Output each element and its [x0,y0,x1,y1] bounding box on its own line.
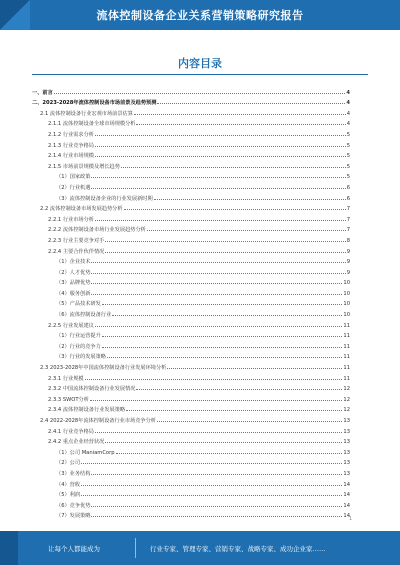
toc-entry-page: 11 [343,375,350,382]
toc-entry-page: 6 [346,184,350,191]
toc-entry[interactable] [32,382,350,393]
toc-leader-dots [81,494,342,496]
toc-entry-page: 4 [346,110,350,117]
toc-entry-label: 2.3.4 流体控制设备行业发展策略 [48,407,126,414]
toc-leader-dots [91,515,342,517]
toc-entry[interactable] [32,127,350,138]
toc-entry-page: 9 [346,259,350,266]
toc-entry-label: 2.1.4 行业市场规模 [48,153,94,160]
toc-entry-label: 二、2023-2028年流体控制设备市场前景及趋势预测 [32,100,157,107]
toc-leader-dots [124,208,346,210]
toc-entry[interactable] [32,318,350,329]
toc-entry-page: 11 [343,333,350,340]
toc-entry-page: 7 [346,216,350,223]
toc-entry-page: 13 [343,470,350,477]
toc-leader-dots [102,335,343,337]
toc-leader-dots [167,367,342,369]
toc-entry[interactable] [32,159,350,170]
toc-entry-label: 2.1.3 行业竞争格局 [48,142,94,149]
toc-entry-page: 7 [346,206,350,213]
toc-entry-page: 6 [346,195,350,202]
page-footer [0,531,400,565]
toc-entry[interactable] [32,392,350,403]
toc-entry-page: 4 [346,89,350,96]
toc-entry-label: 2.2.4 主要合作伙伴情况 [48,248,105,255]
toc-leader-dots [105,240,345,242]
toc-entry-page: 13 [343,460,350,467]
toc-entry-label: 2.4.2 重点企业经营状况 [48,439,105,446]
toc-entry-label: 2.2 流体控制设备市场发展趋势分析 [40,206,123,213]
toc-entry[interactable] [32,255,350,266]
report-title: 流体控制设备企业关系营销策略研究报告 [96,9,304,22]
toc-entry[interactable] [32,265,350,276]
toc-leader-dots [95,219,346,221]
toc-entry-label: （2）公司 [56,460,81,467]
toc-entry[interactable] [32,413,350,424]
toc-leader-dots [154,198,346,200]
toc-entry-page: 4 [346,100,350,107]
toc-leader-dots [81,462,342,464]
toc-entry-label: 2.4.1 行业竞争格局 [48,428,94,435]
toc-entry-page: 11 [343,322,350,329]
toc-entry[interactable] [32,329,350,340]
toc-leader-dots [95,431,342,433]
toc-entry-label: 2.3.3 SWOT分析 [48,396,89,403]
toc-entry-label: 2.2.2 流体控制设备市场行业发展趋势分析 [48,227,146,234]
toc-entry-page: 10 [343,301,350,308]
toc-heading-divider [32,74,368,75]
toc-entry-page: 11 [343,343,350,350]
toc-entry-label: （5）利润 [56,492,81,499]
toc-leader-dots [91,293,342,295]
toc-entry-page: 12 [343,386,350,393]
toc-entry-label: 2.1.2 行业需求分析 [48,131,94,138]
toc-leader-dots [91,176,345,178]
toc-entry-page: 5 [346,153,350,160]
toc-entry[interactable] [32,403,350,414]
toc-entry[interactable] [32,297,350,308]
table-of-contents [32,85,350,519]
toc-entry-label: （2）行业的竞争力 [56,343,101,350]
toc-entry-page: 13 [343,428,350,435]
toc-entry-label: （1）公司 ManiamCorp [56,449,115,456]
toc-entry[interactable] [32,350,350,361]
toc-entry[interactable] [32,212,350,223]
toc-entry-page: 5 [346,131,350,138]
toc-entry-label: （6）流体控制设备行业 [56,312,112,319]
toc-entry-label: （4）服务创新 [56,290,91,297]
toc-entry[interactable] [32,371,350,382]
toc-entry[interactable] [32,138,350,149]
toc-entry[interactable] [32,456,350,467]
toc-entry-page: 4 [346,121,350,128]
toc-leader-dots [91,187,345,189]
toc-entry-label: 2.1.1 流体控制设备全球市场规模分析 [48,121,136,128]
toc-leader-dots [91,473,342,475]
toc-entry-label: 一、前言 [32,89,53,96]
toc-entry-label: （5）产品技术研发 [56,301,101,308]
toc-entry[interactable] [32,85,350,96]
toc-entry-label: （1）国家政策 [56,174,91,181]
toc-leader-dots [157,420,342,422]
toc-entry-label: 2.2.3 行业主要竞争对手 [48,237,105,244]
toc-leader-dots [116,452,343,454]
toc-entry-page: 12 [343,407,350,414]
toc-leader-dots [105,251,345,253]
toc-entry[interactable] [32,360,350,371]
toc-entry-page: 11 [343,354,350,361]
toc-entry-label: （3）品牌优势 [56,280,91,287]
toc-leader-dots [112,314,342,316]
toc-entry-label: 2.1.5 市场前景规模及增长趋势 [48,163,120,170]
footer-decoration [0,531,18,565]
toc-entry[interactable] [32,96,350,107]
toc-entry-label: （2）行业机遇 [56,184,91,191]
toc-leader-dots [147,229,346,231]
toc-entry-label: 2.2.1 行业市场分析 [48,216,94,223]
toc-entry-label: 2.1 流体控制设备行业宏观市场前景估算 [40,110,133,117]
toc-leader-dots [91,261,345,263]
toc-entry-page: 10 [343,312,350,319]
toc-entry[interactable] [32,202,350,213]
toc-leader-dots [136,388,342,390]
toc-leader-dots [91,505,342,507]
toc-entry[interactable] [32,286,350,297]
toc-entry[interactable] [32,424,350,435]
toc-leader-dots [134,113,346,115]
toc-leader-dots [157,102,345,104]
toc-entry[interactable] [32,170,350,181]
toc-entry-label: 2.2.5 行业发展建议 [48,322,94,329]
toc-leader-dots [91,282,342,284]
toc-entry[interactable] [32,339,350,350]
toc-entry-page: 10 [343,290,350,297]
toc-entry-label: （1）企业技术 [56,259,91,266]
toc-entry[interactable] [32,106,350,117]
toc-leader-dots [102,303,343,305]
toc-leader-dots [90,399,342,401]
toc-entry[interactable] [32,477,350,488]
toc-leader-dots [95,145,346,147]
toc-entry-label: 2.3.2 中国流体控制设备行业发展情况 [48,386,136,393]
toc-entry-label: （4）营收 [56,481,81,488]
page-header [0,0,400,30]
page-number: 1 [348,516,352,522]
toc-leader-dots [95,325,342,327]
toc-entry-label: （1）行业运营提升 [56,333,101,340]
toc-leader-dots [95,134,346,136]
toc-leader-dots [105,441,342,443]
toc-entry[interactable] [32,180,350,191]
toc-entry-label: 2.3.1 行业规模 [48,375,84,382]
toc-leader-dots [81,484,342,486]
toc-entry-page: 14 [343,492,350,499]
toc-entry-page: 14 [343,481,350,488]
toc-entry-page: 9 [346,269,350,276]
footer-divider [135,538,136,558]
toc-entry-page: 5 [346,163,350,170]
footer-slogan-right: 行业专家、管理专家、营销专家、战略专家、成功企业家…… [150,545,326,553]
toc-leader-dots [54,92,346,94]
toc-entry[interactable] [32,244,350,255]
toc-entry-label: （3）流体控制设备企业的行业发展新时期 [56,195,153,202]
toc-entry[interactable] [32,435,350,446]
toc-entry[interactable] [32,117,350,128]
toc-entry-page: 12 [343,396,350,403]
toc-entry-page: 14 [343,502,350,509]
toc-entry-label: （2）人才优势 [56,269,91,276]
toc-entry[interactable] [32,276,350,287]
toc-leader-dots [121,166,346,168]
toc-entry[interactable] [32,307,350,318]
toc-entry-label: 2.4 2022-2028年流体控制设备行业市场竞争分析 [40,418,156,424]
toc-entry[interactable] [32,223,350,234]
toc-entry-page: 9 [346,248,350,255]
toc-entry[interactable] [32,445,350,456]
toc-entry[interactable] [32,149,350,160]
toc-leader-dots [107,356,342,358]
toc-leader-dots [126,409,342,411]
toc-entry-label: 2.3 2023-2028年中国流体控制设备行业发展环境分析 [40,365,167,372]
toc-entry-page: 10 [343,280,350,287]
toc-entry-label: （3）行业的发展策略 [56,354,106,361]
footer-slogan-left: 让每个人都能成为 [48,545,100,553]
toc-leader-dots [95,155,346,157]
toc-entry-label: （7）发展策略 [56,513,91,520]
toc-entry[interactable] [32,191,350,202]
toc-leader-dots [91,272,345,274]
toc-leader-dots [136,123,345,125]
toc-entry[interactable] [32,509,350,520]
toc-entry-page: 5 [346,174,350,181]
toc-entry[interactable] [32,233,350,244]
toc-entry[interactable] [32,498,350,509]
toc-leader-dots [85,378,343,380]
toc-entry-page: 11 [343,365,350,372]
toc-heading: 内容目录 [178,57,222,70]
toc-entry-page: 13 [343,449,350,456]
toc-entry-page: 7 [346,227,350,234]
toc-leader-dots [102,346,343,348]
toc-entry[interactable] [32,488,350,499]
toc-entry-label: （3）业务结构 [56,470,91,477]
toc-entry-page: 5 [346,142,350,149]
toc-entry-label: （6）竞争优势 [56,502,91,509]
toc-entry-page: 13 [343,439,350,446]
toc-entry-page: 14 [343,513,350,520]
toc-entry-page: 13 [343,418,350,424]
toc-entry-page: 8 [346,237,350,244]
toc-entry[interactable] [32,466,350,477]
